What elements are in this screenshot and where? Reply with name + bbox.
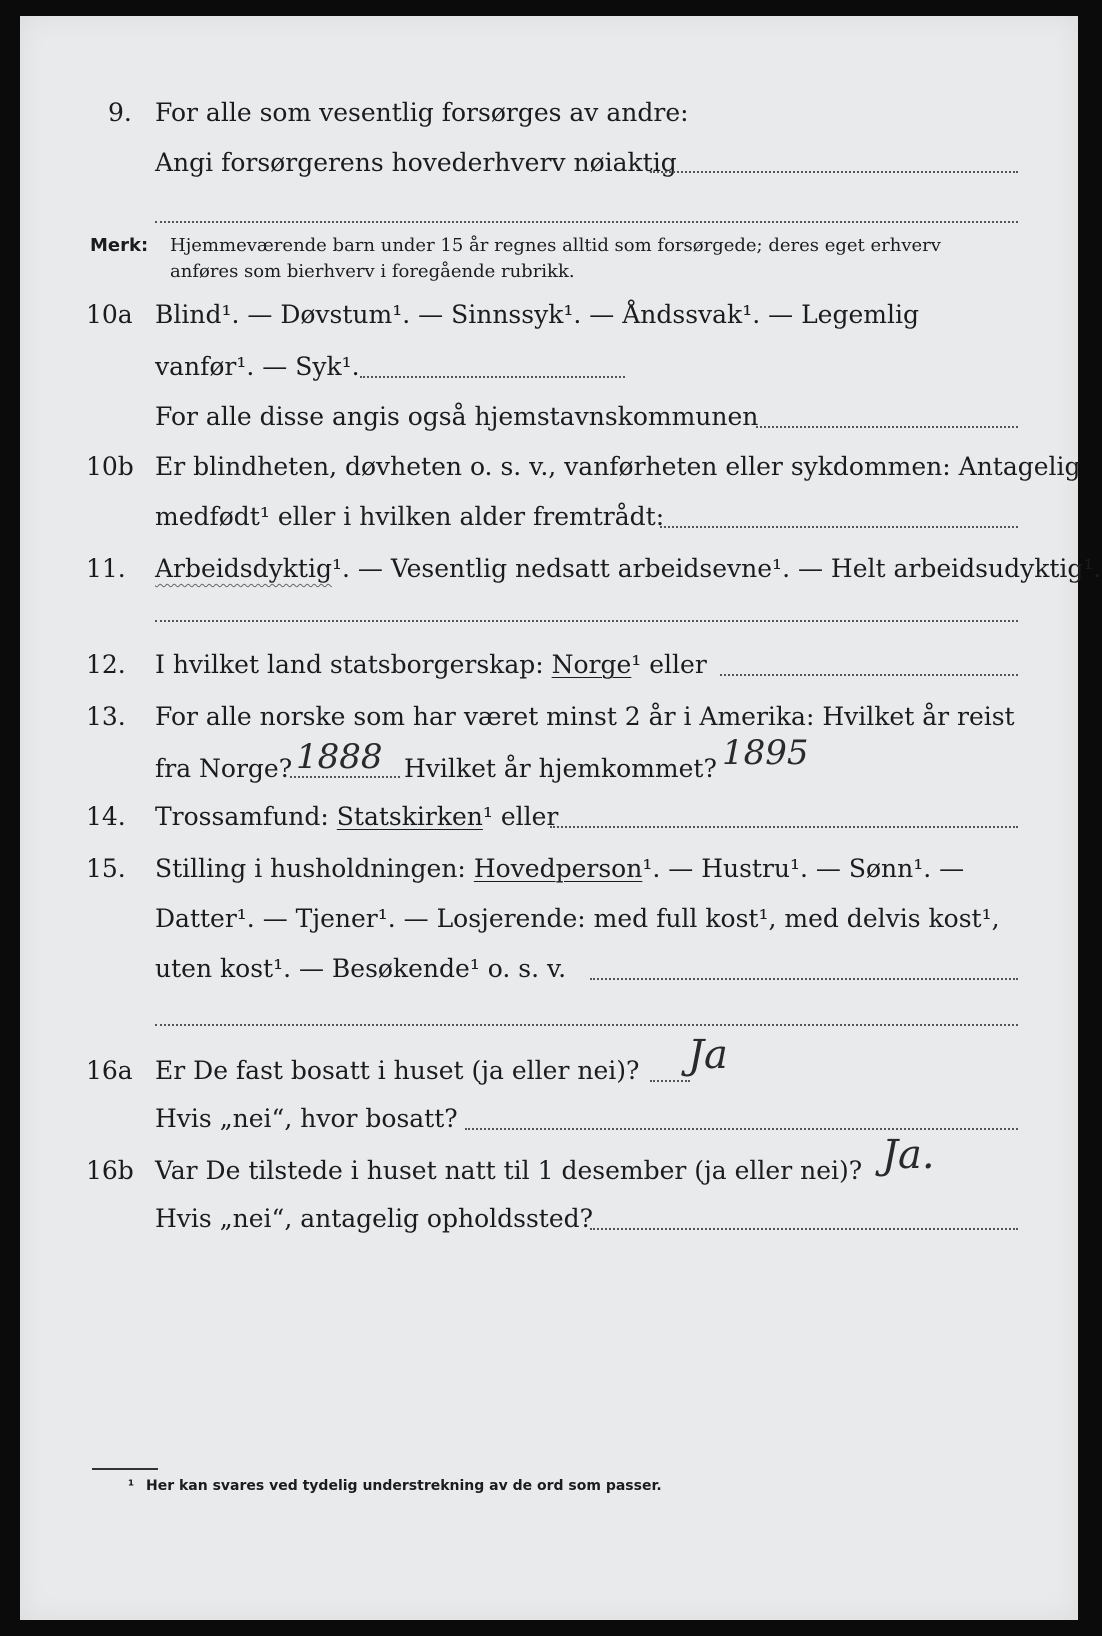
q16b-number: 16b — [86, 1156, 134, 1185]
q13-answer-hjemkommet[interactable]: 1895 — [722, 733, 809, 773]
q10b-number: 10b — [86, 452, 134, 481]
q15-line3: uten kost¹. — Besøkende¹ o. s. v. — [155, 954, 567, 983]
q16b-line2: Hvis „nei“, antagelig opholdssted? — [155, 1204, 594, 1233]
q14-number: 14. — [86, 802, 126, 831]
merk-line1: Hjemmeværende barn under 15 år regnes alltid som forsørgede; deres eget erhverv — [170, 235, 941, 256]
q14-selected-statskirken[interactable]: Statskirken — [336, 802, 483, 831]
q12-selected-norge[interactable]: Norge — [551, 650, 632, 679]
q13-number: 13. — [86, 702, 126, 731]
q13-reist-line — [290, 776, 400, 778]
merk-line2: anføres som bierhverv i foregående rubrikk. — [170, 261, 575, 282]
q9-line1: For alle som vesentlig forsørges av andre: — [155, 98, 689, 127]
q10b-answer-line[interactable] — [660, 526, 1018, 528]
q12-pre: I hvilket land statsborgerskap: — [155, 650, 544, 679]
q16a-bosatt-line[interactable] — [465, 1128, 1018, 1130]
q11-rest: ¹. — Vesentlig nedsatt arbeidsevne¹. — Helt arbeidsudyktig¹. — [331, 554, 1102, 583]
q13-line1: For alle norske som har været minst 2 år i Amerika: Hvilket år reist — [155, 702, 1015, 731]
q14-answer-line[interactable] — [550, 826, 1018, 828]
census-form-page — [20, 16, 1102, 1620]
q10a-syk-line[interactable] — [360, 376, 625, 378]
q10a-line1: Blind¹. — Døvstum¹. — Sinnssyk¹. — Åndssvak¹. — Legemlig — [155, 300, 919, 329]
q10a-kommune-line[interactable] — [756, 426, 1018, 428]
q16b-opholdssted-line[interactable] — [590, 1228, 1018, 1230]
q15-number: 15. — [86, 854, 126, 883]
q10b-line2: medfødt¹ eller i hvilken alder fremtrådt: — [155, 502, 665, 531]
q12-number: 12. — [86, 650, 126, 679]
q15-answer-line[interactable] — [590, 978, 1018, 980]
q16b-line1: Var De tilstede i huset natt til 1 desember (ja eller nei)? — [155, 1156, 863, 1185]
q9-number: 9. — [108, 98, 132, 127]
q15-line1rest: ¹. — Hustru¹. — Sønn¹. — — [642, 854, 965, 883]
q16a-answer[interactable]: Ja — [688, 1032, 728, 1078]
q13-answer-reist[interactable]: 1888 — [296, 737, 383, 777]
q15-line2: Datter¹. — Tjener¹. — Losjerende: med full kost¹, med delvis kost¹, — [155, 904, 1000, 933]
footnote-mark: ¹ — [128, 1478, 135, 1494]
q15-selected-hovedperson[interactable]: Hovedperson — [473, 854, 643, 883]
q16b-answer[interactable]: Ja. — [882, 1132, 935, 1178]
q13-line2a: fra Norge? — [155, 754, 293, 783]
q9-answer-line[interactable] — [650, 171, 1018, 173]
q9-line2: Angi forsørgerens hovederhverv nøiaktig — [155, 148, 677, 177]
merk-label: Merk: — [90, 235, 149, 256]
q14-pre: Trossamfund: — [155, 802, 329, 831]
q13-line2b: Hvilket år hjemkommet? — [404, 754, 717, 783]
q10b-line1: Er blindheten, døvheten o. s. v., vanførheten eller sykdommen: Antagelig — [155, 452, 1081, 481]
q14-post: ¹ eller — [482, 802, 559, 831]
q10a-line3: For alle disse angis også hjemstavnskommunen — [155, 402, 759, 431]
q12-post: ¹ eller — [631, 650, 707, 679]
footnote-text: Her kan svares ved tydelig understrekning av de ord som passer. — [146, 1478, 662, 1494]
q10a-number: 10a — [86, 300, 133, 329]
q16a-answer-line — [650, 1080, 690, 1082]
q9-answer-line-2[interactable] — [155, 221, 1018, 223]
q16a-line1: Er De fast bosatt i huset (ja eller nei)? — [155, 1056, 640, 1085]
q16a-number: 16a — [86, 1056, 133, 1085]
q11-answer-line[interactable] — [155, 620, 1018, 622]
q15-answer-line-2[interactable] — [155, 1024, 1018, 1026]
q10a-line2: vanfør¹. — Syk¹. — [155, 352, 360, 381]
q12-answer-line[interactable] — [720, 674, 1018, 676]
q11-number: 11. — [86, 554, 126, 583]
q15-pre: Stilling i husholdningen: — [155, 854, 466, 883]
q11-selected-arbeidsdyktig[interactable]: Arbeidsdyktig — [155, 554, 332, 583]
q16a-line2: Hvis „nei“, hvor bosatt? — [155, 1104, 458, 1133]
footnote-separator — [92, 1468, 158, 1470]
